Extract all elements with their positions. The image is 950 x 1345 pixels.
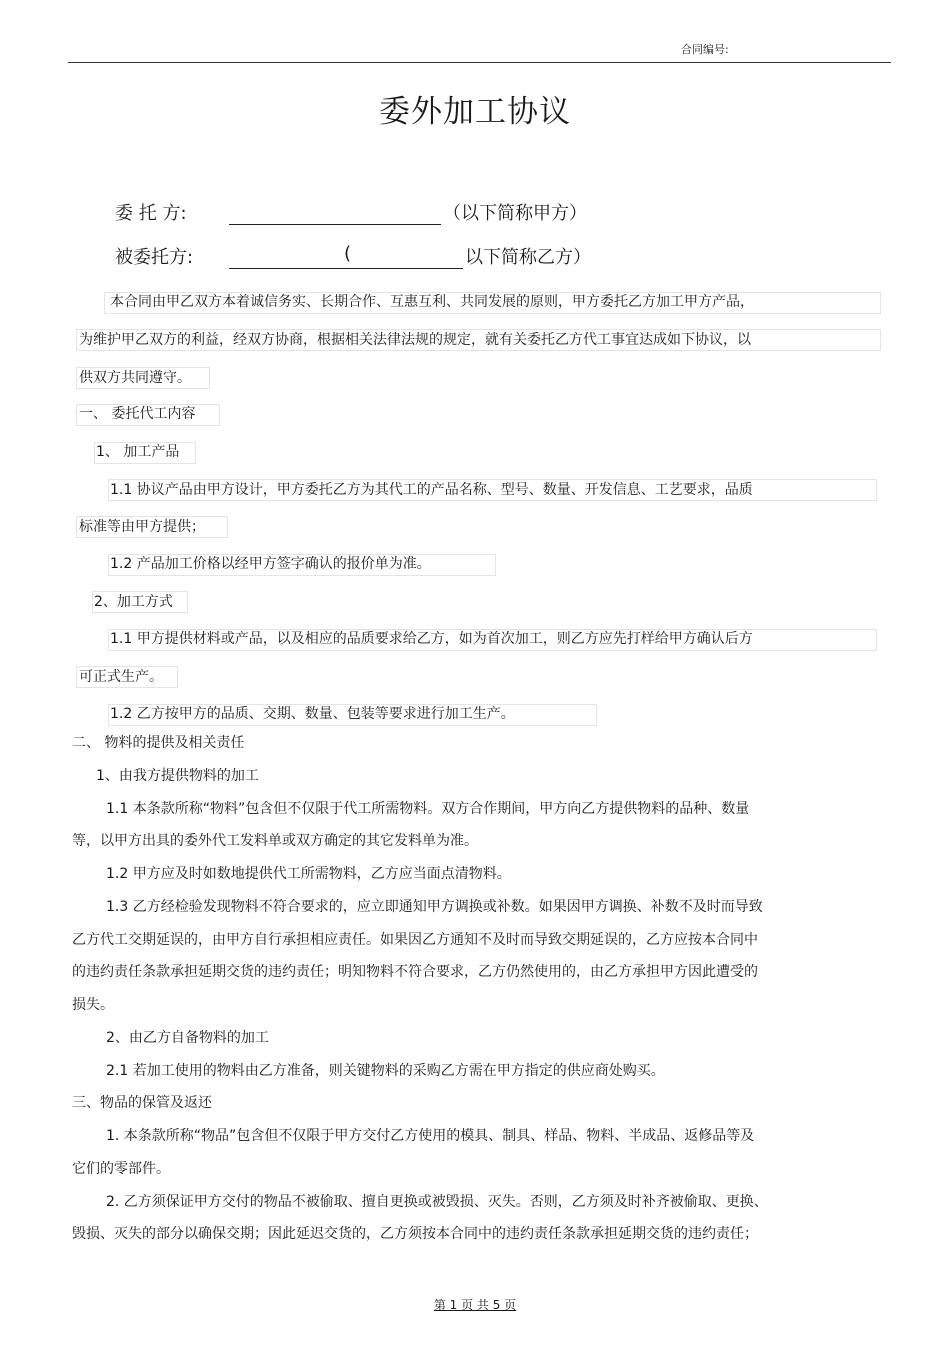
subsection-heading: 1、由我方提供物料的加工 [96,768,259,784]
header-rule [68,62,891,63]
document-title: 委外加工协议 [379,94,571,130]
clause-line: 损失。 [72,997,114,1013]
clause-line: 1.3 乙方经检验发现物料不符合要求的，应立即通知甲方调换或补数。如果因甲方调换、补数不及时而导致 [106,899,763,915]
contractor-paren: ( [344,243,352,264]
clause-line: 1.2 乙方按甲方的品质、交期、数量、包装等要求进行加工生产。 [110,706,515,722]
contractor-suffix: 以下简称乙方） [465,247,591,268]
clause-line: 的违约责任条款承担延期交货的违约责任；明知物料不符合要求，乙方仍然使用的，由乙方承担甲方因此遭受的 [72,964,758,980]
clause-line: 1.1 本条款所称“物料”包含但不仅限于代工所需物料。双方合作期间，甲方向乙方提供物料的品种、数量 [106,801,750,817]
page-number: 第 1 页 共 5 页 [433,1298,517,1312]
subsection-heading: 2、加工方式 [94,594,173,610]
paragraph-line: 供双方共同遵守。 [79,370,191,386]
clause-line: 标准等由甲方提供； [79,519,205,535]
client-label: 委 托 方: [115,203,187,224]
subsection-heading: 2、由乙方自备物料的加工 [106,1030,269,1046]
contractor-label: 被委托方: [115,247,194,268]
clause-line: 乙方代工交期延误的，由甲方自行承担相应责任。如果因乙方通知不及时而导致交期延误的，乙方应按本合同中 [72,932,758,948]
clause-line: 1.1 协议产品由甲方设计，甲方委托乙方为其代工的产品名称、型号、数量、开发信息、工艺要求，品质 [110,482,753,498]
section-heading: 一、 委托代工内容 [79,406,196,422]
clause-line: 2. 乙方须保证甲方交付的物品不被偷取、擅自更换或被毁损、灭失。否则，乙方须及时补齐被偷取、更换、 [106,1194,768,1210]
clause-line: 2.1 若加工使用的物料由乙方准备，则关键物料的采购乙方需在甲方指定的供应商处购买。 [106,1063,665,1079]
subsection-heading: 1、 加工产品 [96,444,180,460]
client-suffix: （以下简称甲方） [443,203,587,224]
clause-line: 1.2 甲方应及时如数地提供代工所需物料，乙方应当面点清物料。 [106,866,511,882]
paragraph-line: 本合同由甲乙双方本着诚信务实、长期合作、互惠互利、共同发展的原则，甲方委托乙方加工甲方产品， [110,294,754,310]
clause-line: 1.2 产品加工价格以经甲方签字确认的报价单为准。 [110,556,431,572]
clause-line: 毁损、灭失的部分以确保交期；因此延迟交货的，乙方须按本合同中的违约责任条款承担延期交货的违约责任； [72,1226,758,1242]
clause-line: 它们的零部件。 [72,1161,170,1177]
clause-line: 1. 本条款所称“物品”包含但不仅限于甲方交付乙方使用的模具、制具、样品、物料、半成品、返修品等及 [106,1128,755,1144]
contract-number-label: 合同编号: [681,43,729,56]
section-heading: 三、物品的保管及返还 [72,1095,212,1111]
clause-line: 等，以甲方出具的委外代工发料单或双方确定的其它发料单为准。 [72,833,478,849]
clause-line: 1.1 甲方提供材料或产品，以及相应的品质要求给乙方，如为首次加工，则乙方应先打样给甲方确认后方 [110,631,753,647]
paragraph-line: 为维护甲乙双方的利益，经双方协商，根据相关法律法规的规定，就有关委托乙方代工事宜达成如下协议，以 [79,332,751,348]
clause-line: 可正式生产。 [79,669,163,685]
section-heading: 二、 物料的提供及相关责任 [72,735,245,751]
client-name-blank [229,202,441,225]
